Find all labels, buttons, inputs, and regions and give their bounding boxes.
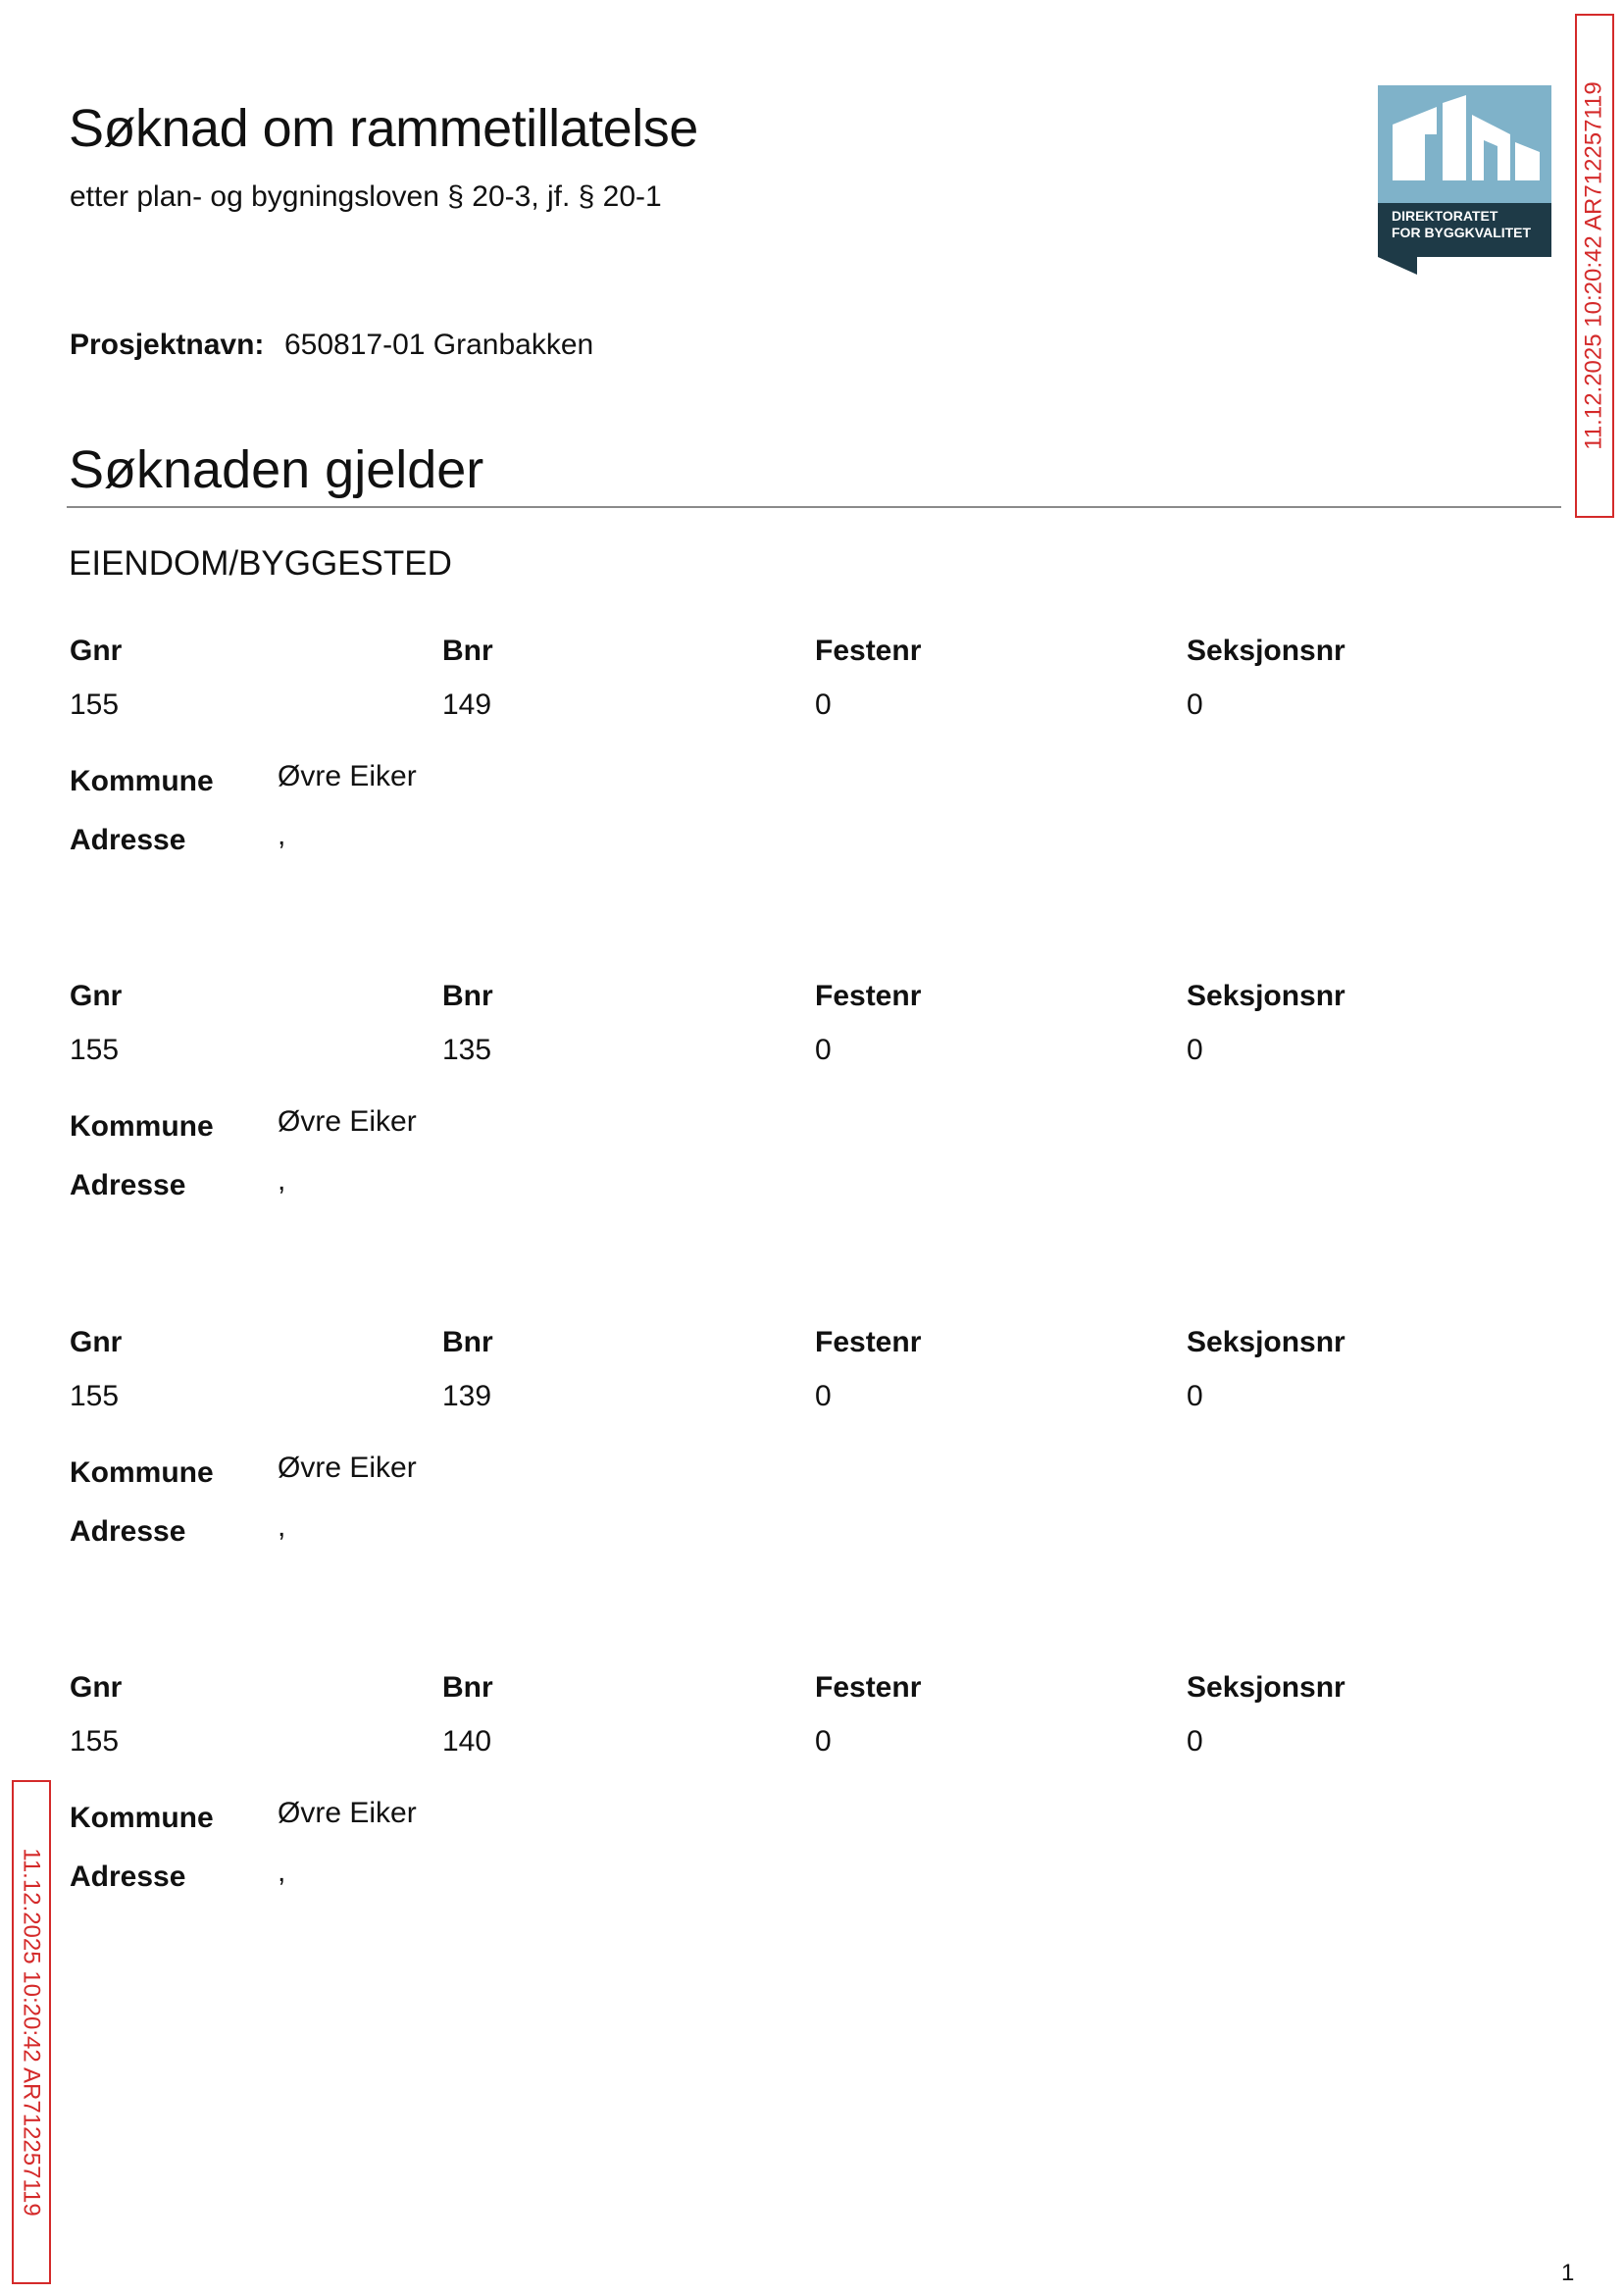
project-name-value: 650817-01 Granbakken [284, 329, 594, 361]
bnr-header: Bnr [442, 1671, 493, 1704]
bnr-value: 139 [442, 1380, 492, 1412]
property-block [70, 635, 1541, 909]
festenr-value: 0 [815, 1725, 832, 1758]
logo-line-1: DIREKTORATET [1392, 208, 1498, 224]
receipt-stamp-text: 11.12.2025 10:20:42 AR712257119 [19, 1848, 45, 2217]
festenr-header: Festenr [815, 980, 922, 1012]
seksjonsnr-header: Seksjonsnr [1187, 1671, 1345, 1704]
kommune-label: Kommune [70, 1802, 214, 1834]
gnr-header: Gnr [70, 635, 123, 667]
festenr-header: Festenr [815, 1671, 922, 1704]
festenr-header: Festenr [815, 635, 922, 667]
property-block [70, 1326, 1541, 1601]
document-subtitle: etter plan- og bygningsloven § 20-3, jf. § 20-1 [70, 180, 662, 213]
seksjonsnr-header: Seksjonsnr [1187, 980, 1345, 1012]
gnr-header: Gnr [70, 980, 123, 1012]
logo-line-2: FOR BYGGKVALITET [1392, 225, 1532, 240]
adresse-label: Adresse [70, 1169, 186, 1201]
property-block [70, 1671, 1541, 1946]
festenr-header: Festenr [815, 1326, 922, 1358]
section-title: Søknaden gjelder [69, 440, 484, 499]
page-number: 1 [1561, 2260, 1575, 2286]
adresse-value: , [278, 819, 286, 851]
gnr-value: 155 [70, 688, 120, 721]
seksjonsnr-value: 0 [1187, 1725, 1203, 1758]
section-divider [67, 506, 1561, 508]
adresse-value: , [278, 1164, 286, 1197]
bnr-value: 135 [442, 1034, 492, 1066]
property-block [70, 980, 1541, 1254]
receipt-stamp-text: 11.12.2025 10:20:42 AR712257119 [1581, 81, 1607, 450]
section-subheading: EIENDOM/BYGGESTED [69, 544, 452, 583]
gnr-value: 155 [70, 1725, 120, 1758]
gnr-header: Gnr [70, 1671, 123, 1704]
seksjonsnr-header: Seksjonsnr [1187, 635, 1345, 667]
kommune-label: Kommune [70, 1456, 214, 1489]
kommune-label: Kommune [70, 765, 214, 797]
kommune-value: Øvre Eiker [278, 1105, 417, 1138]
seksjonsnr-value: 0 [1187, 1034, 1203, 1066]
kommune-value: Øvre Eiker [278, 760, 417, 792]
festenr-value: 0 [815, 1034, 832, 1066]
bnr-value: 149 [442, 688, 492, 721]
gnr-value: 155 [70, 1380, 120, 1412]
seksjonsnr-value: 0 [1187, 1380, 1203, 1412]
bnr-header: Bnr [442, 980, 493, 1012]
bnr-value: 140 [442, 1725, 492, 1758]
kommune-value: Øvre Eiker [278, 1452, 417, 1484]
adresse-label: Adresse [70, 1515, 186, 1548]
seksjonsnr-value: 0 [1187, 688, 1203, 721]
kommune-value: Øvre Eiker [278, 1797, 417, 1829]
seksjonsnr-header: Seksjonsnr [1187, 1326, 1345, 1358]
bnr-header: Bnr [442, 1326, 493, 1358]
gnr-header: Gnr [70, 1326, 123, 1358]
adresse-label: Adresse [70, 824, 186, 856]
adresse-label: Adresse [70, 1861, 186, 1893]
gnr-value: 155 [70, 1034, 120, 1066]
adresse-value: , [278, 1856, 286, 1888]
dibk-logo [1378, 85, 1551, 275]
festenr-value: 0 [815, 1380, 832, 1412]
receipt-stamp-top [1575, 14, 1614, 518]
document-title: Søknad om rammetillatelse [69, 99, 698, 158]
project-name-label: Prosjektnavn: [70, 329, 265, 361]
bnr-header: Bnr [442, 635, 493, 667]
festenr-value: 0 [815, 688, 832, 721]
receipt-stamp-bottom [12, 1780, 51, 2284]
kommune-label: Kommune [70, 1110, 214, 1143]
adresse-value: , [278, 1510, 286, 1543]
